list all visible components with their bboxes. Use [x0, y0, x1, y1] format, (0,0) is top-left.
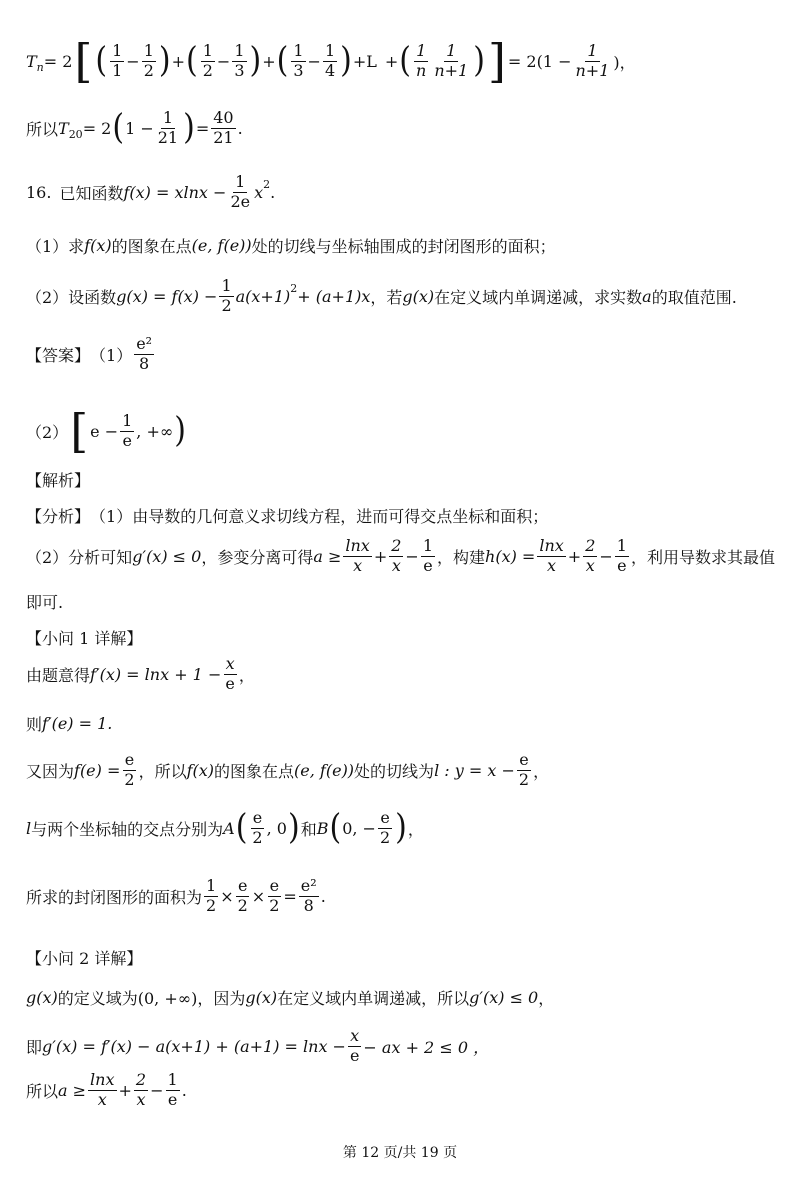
formula: g(x) — [402, 286, 435, 306]
formula: (e, f(e)) — [294, 760, 355, 780]
formula: f(x) = xlnx − — [123, 182, 227, 202]
superscript: 2 — [290, 281, 298, 295]
tail: )， — [613, 52, 636, 72]
formula: h(x) = — [485, 546, 536, 566]
text: （1） — [90, 345, 133, 365]
ellipsis: +L — [352, 51, 377, 71]
fraction: $\frac{e}{2}$ — [252, 808, 263, 847]
text: （2）分析可知 — [26, 547, 133, 567]
step-7 — [26, 1028, 489, 1065]
t-subscript: n — [36, 60, 44, 74]
t-symbol: T — [58, 118, 69, 138]
fraction: $\frac{1}{1}$ — [112, 40, 123, 80]
text: 所求的封闭图形的面积为 — [26, 887, 203, 907]
formula: g′(x) ≤ 0 — [132, 546, 202, 566]
section-label: 【分析】 — [26, 507, 91, 526]
bracket-left: [ — [74, 34, 93, 88]
text: 已知函数 — [59, 183, 124, 203]
text: 的图象在点 — [214, 761, 295, 781]
formula: (e, f(e)) — [191, 236, 252, 255]
q16-part2 — [26, 278, 737, 315]
fraction: $\frac{1}{n+1}$ — [575, 40, 610, 80]
fraction: $\frac{e}{2}$ — [124, 750, 135, 789]
step-8: 所以 a ≥ $\frac{\ln x}{x}$ + $\frac{2}{x}$ − $\frac{1}{e}$ . — [26, 1070, 187, 1109]
step-1 — [26, 656, 255, 693]
formula: B — [316, 818, 329, 838]
fraction: $\frac{1}{2}$ — [206, 876, 217, 915]
fraction: $\frac{1}{2}$ — [143, 40, 154, 80]
text: （2） — [26, 422, 69, 442]
text: ，若 — [370, 287, 403, 307]
step-6 — [26, 986, 554, 1009]
fraction: $\frac{e}{2}$ — [237, 876, 248, 915]
text: ， — [533, 761, 550, 781]
formula: l : y = x − — [434, 760, 515, 780]
formula: + (a+1)x — [297, 286, 371, 306]
formula: g(x) — [26, 988, 58, 1007]
eq: = 2 — [82, 118, 112, 138]
fraction: $\frac{2}{x}$ — [391, 536, 402, 575]
formula: g(x) = f(x) − — [116, 286, 218, 306]
text: 1 − — [125, 118, 154, 138]
text: 即可. — [26, 593, 64, 612]
x: x — [254, 182, 264, 202]
fraction: $\frac{1}{2e}$ — [230, 172, 251, 211]
formula: l — [26, 818, 32, 838]
text: ，参变分离可得 — [201, 547, 314, 567]
t-symbol: T — [26, 51, 37, 71]
text: 所以 — [26, 119, 59, 139]
answer-1 — [26, 336, 156, 373]
xiao2 — [26, 946, 142, 969]
formula: g(x) — [245, 988, 278, 1007]
fraction: $\frac{e}{2}$ — [518, 750, 530, 789]
superscript: 2 — [263, 177, 271, 191]
text: 的图象在点 — [111, 237, 192, 256]
text: ， — [538, 989, 555, 1008]
fraction: $\frac{1}{e}$ — [167, 1070, 178, 1109]
fraction: $\frac{40}{21}$ — [213, 108, 234, 147]
fraction: $\frac{\ln x}{x}$ — [539, 536, 564, 575]
formula: f′(x) = lnx + 1 − — [90, 664, 222, 684]
tn-formula: T n = 2 [ ( $\frac{1}{1}$ − $\frac{1}{2}$ ) + ( $\frac{1}{2}$ − $\frac{1}{3}$ ) + ( $\frac{1}{3}$ − $\frac{1}{4}$ ) +L + ( $\frac{1}{n}$ $\frac{1}{n+1}$ ) ] = 2(1 − $\frac{1}{n+1}$ )， — [26, 34, 636, 88]
formula: , 0 — [266, 818, 287, 838]
text: 则 — [26, 715, 43, 734]
fraction: $\frac{1}{n+1}$ — [434, 40, 469, 80]
text: 在定义域内单调递减，所以 — [277, 989, 470, 1008]
section-label: 【小问 1 详解】 — [26, 629, 143, 648]
tail: . — [237, 118, 243, 138]
fraction: $\frac{1}{2}$ — [202, 40, 213, 80]
text: 处的切线与坐标轴围成的封闭图形的面积； — [251, 237, 556, 256]
step-2 — [26, 712, 112, 735]
fraction: $\frac{2}{x}$ — [135, 1070, 147, 1109]
answer-label: 【答案】 — [26, 345, 91, 365]
step-3 — [26, 752, 549, 789]
text: 的定义域为(0, +∞)，因为 — [57, 989, 246, 1008]
formula: a ≥ — [58, 1080, 87, 1100]
formula: , +∞ — [136, 421, 174, 441]
text: 的取值范围. — [651, 287, 737, 307]
fraction: $\frac{1}{e}$ — [422, 536, 434, 575]
section-label: 【解析】 — [26, 471, 91, 490]
page-footer: 第 12 页/共 19 页 — [342, 1145, 458, 1161]
section-label: 【小问 2 详解】 — [26, 949, 143, 968]
xiao1 — [26, 626, 142, 649]
text: ，利用导数求其最值 — [630, 547, 775, 567]
text: 即 — [26, 1037, 43, 1057]
question-number: 16. — [26, 182, 52, 202]
eq: = 2 — [43, 51, 73, 71]
formula: − ax + 2 ≤ 0 ， — [363, 1037, 490, 1057]
jike — [26, 590, 63, 613]
tail: . — [270, 182, 276, 202]
subscript: 20 — [68, 127, 83, 141]
text: （1）由导数的几何意义求切线方程，进而可得交点坐标和面积； — [90, 507, 549, 526]
text: 和 — [300, 819, 317, 839]
fraction: $\frac{2}{x}$ — [585, 536, 596, 575]
fraction: $\frac{1}{21}$ — [157, 108, 179, 147]
formula: e − — [90, 421, 119, 441]
fraction: $\frac{\ln x}{x}$ — [345, 536, 370, 575]
text: （1）求 — [26, 237, 85, 256]
fraction: $\frac{\ln x}{x}$ — [90, 1070, 115, 1109]
eq: = — [195, 118, 210, 138]
fenxi-2: （2）分析可知 g′(x) ≤ 0 ，参变分离可得 a ≥ $\frac{\ln x}{x}$ + $\frac{2}{x}$ − $\frac{1}{e}$ ，构建 h(x) = $\frac{\ln x}{x}$ + $\frac{2}{x}$ − $\frac{1}{e}$ ，利用导数求其最值 — [26, 536, 775, 575]
paren: ) — [158, 40, 171, 81]
formula: a ≥ — [313, 546, 342, 566]
text: 由题意得 — [26, 665, 91, 685]
formula: f(x) — [84, 236, 112, 255]
jiexi — [26, 468, 90, 491]
fraction: $\frac{x}{e}$ — [349, 1026, 360, 1065]
answer-2: （2） [ e − $\frac{1}{e}$ , +∞ ) — [26, 404, 186, 458]
fraction: $\frac{\text{e²}}{8}$ — [136, 334, 153, 373]
fraction: $\frac{1}{e}$ — [122, 410, 133, 450]
t20-line: 所以 T 20 = 2 ( 1 − $\frac{1}{21}$ ) = $\frac{40}{21}$ . — [26, 107, 243, 148]
step-4: l 与两个坐标轴的交点分别为 A ( $\frac{e}{2}$ , 0 ) 和 B ( 0, − $\frac{e}{2}$ ) ， — [26, 807, 424, 848]
fraction: $\frac{e}{2}$ — [269, 876, 280, 915]
fraction: $\frac{1}{n}$ — [416, 40, 427, 80]
q16-part1 — [26, 234, 556, 257]
formula: 0, − — [342, 818, 376, 838]
text: 与两个坐标轴的交点分别为 — [31, 819, 224, 839]
text: ， — [238, 665, 255, 685]
formula: g′(x) = f′(x) − a(x+1) + (a+1) = lnx − — [42, 1036, 346, 1056]
text: 所以 — [26, 1081, 59, 1101]
text: ， — [407, 819, 424, 839]
bracket-right: ] — [487, 34, 506, 88]
text: 处的切线为 — [354, 761, 435, 781]
fraction: $\frac{e}{2}$ — [379, 808, 391, 847]
rhs: = 2(1 − — [507, 51, 572, 71]
text: ，所以 — [138, 761, 187, 781]
formula: A — [223, 818, 235, 838]
question-16 — [26, 174, 275, 211]
text: ，构建 — [437, 547, 486, 567]
fraction: $\frac{1}{e}$ — [616, 536, 627, 575]
fraction: $\frac{1}{3}$ — [234, 40, 245, 80]
fraction: $\frac{1}{4}$ — [324, 40, 336, 80]
fraction: $\frac{x}{e}$ — [225, 654, 235, 693]
step-5: 所求的封闭图形的面积为 $\frac{1}{2}$ × $\frac{e}{2}$ × $\frac{e}{2}$ = $\frac{\text{e²}}{8}$ . — [26, 876, 326, 915]
formula: a — [642, 286, 652, 306]
paren: ( — [95, 40, 108, 81]
fraction: $\frac{1}{2}$ — [221, 276, 232, 315]
formula: g′(x) ≤ 0 — [469, 988, 539, 1007]
fraction: $\frac{1}{3}$ — [293, 40, 304, 80]
text: 又因为 — [26, 761, 75, 781]
formula: f(x) — [186, 760, 215, 780]
formula: f′(e) = 1. — [42, 714, 113, 733]
formula: a(x+1) — [235, 286, 291, 306]
fenxi-1 — [26, 504, 548, 527]
fraction: $\frac{\text{e²}}{8}$ — [300, 876, 317, 915]
formula: f(e) = — [74, 760, 121, 780]
text: 在定义域内单调递减，求实数 — [434, 287, 643, 307]
text: （2）设函数 — [26, 287, 117, 307]
